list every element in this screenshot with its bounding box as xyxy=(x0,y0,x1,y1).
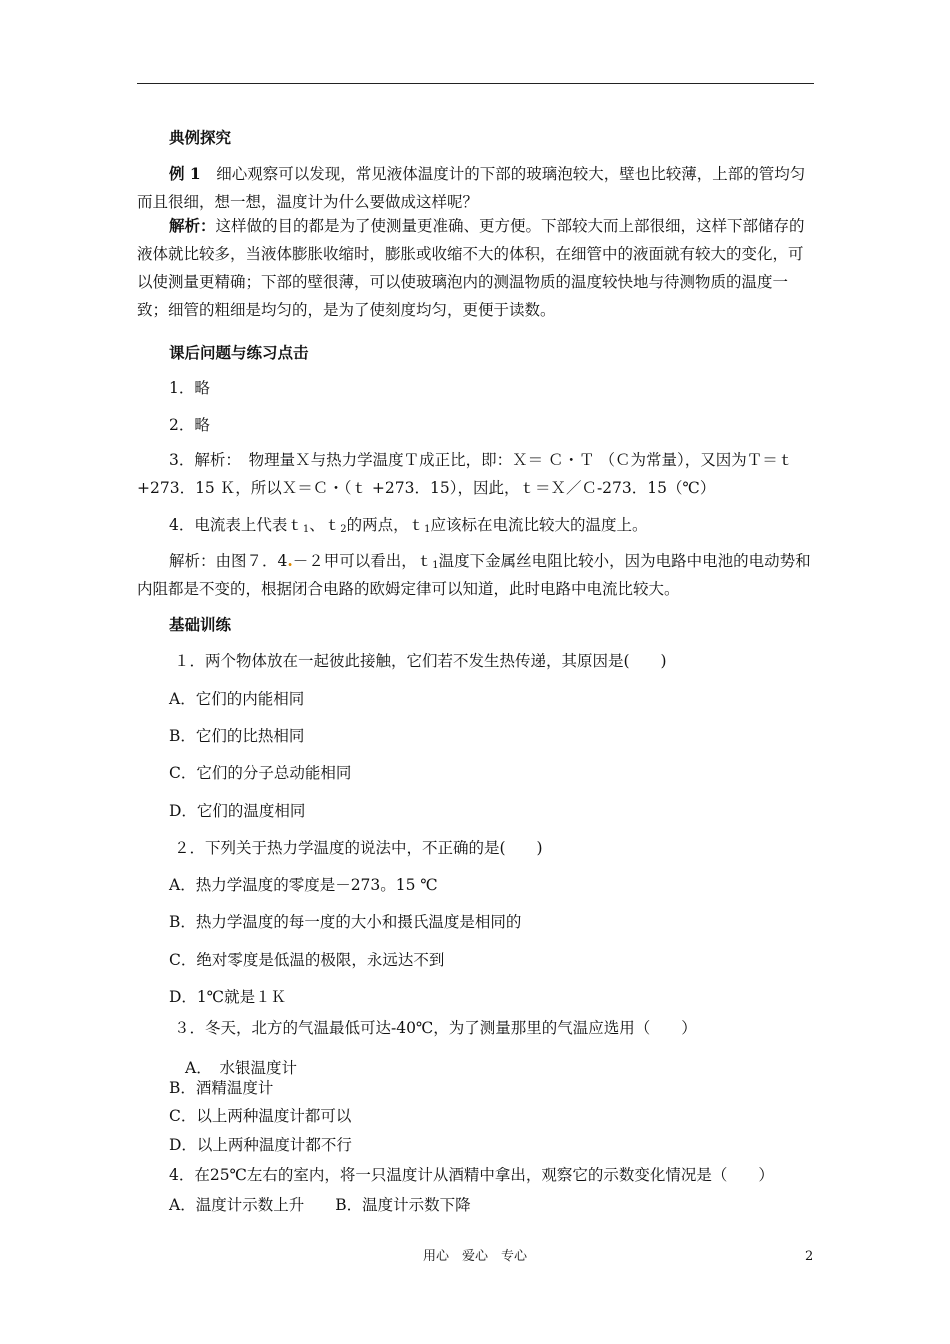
q4-text-d: 应该标在电流比较大的温度上。 xyxy=(430,516,648,534)
training-q1-option-a: A．它们的内能相同 xyxy=(169,690,305,708)
training-q2-option-c: C．绝对零度是低温的极限，永远达不到 xyxy=(169,951,445,969)
q4-text-b: 、ｔ xyxy=(309,516,341,534)
q4-text-a: 4．电流表上代表ｔ xyxy=(169,516,303,534)
training-q2-option-d: D．1℃就是１Ｋ xyxy=(169,988,287,1006)
q4-analysis-b: －２甲可以看出，ｔ xyxy=(292,552,433,570)
page-number: 2 xyxy=(805,1249,814,1264)
training-q3: ３．冬天，北方的气温最低可达-40℃，为了测量那里的气温应选用（ ） xyxy=(174,1019,697,1037)
header-rule xyxy=(137,83,814,84)
training-q1: １．两个物体放在一起彼此接触，它们若不发生热传递，其原因是( ) xyxy=(174,652,667,670)
training-q3-option-d: D．以上两种温度计都不行 xyxy=(169,1136,352,1154)
q4-subscript-2: 2 xyxy=(340,524,347,535)
example-text: 细心观察可以发现，常见液体温度计的下部的玻璃泡较大，壁也比较薄，上部的管均匀而且很细，想一想，温度计为什么要做成这样呢？ xyxy=(137,165,806,211)
q4-subscript-3: 1 xyxy=(424,524,431,535)
section-title-exercises: 课后问题与练习点击 xyxy=(169,343,309,362)
q4-analysis-subscript: 1 xyxy=(432,560,439,571)
training-q2-option-a: A．热力学温度的零度是－273。15 ℃ xyxy=(169,876,438,894)
q4-analysis-c: 温度下金属丝电阻比较小，因为电路中电池的电动势和内阻都是不变的，根据闭合电路的欧姆定律可以知道，此时电路中电流比较大。 xyxy=(137,552,811,598)
analysis-text: 这样做的目的都是为了使测量更准确、更方便。下部较大而上部很细，这样下部储存的液体就比较多，当液体膨胀收缩时，膨胀或收缩不大的体积，在细管中的液面就有较大的变化，可以使测量更精确；下部的壁很薄，可以使玻璃泡内的测温物质的温度较快地与待测物质的温度一致；细管的粗细是均匀的，是为了使刻度均匀，更便于读数。 xyxy=(137,217,805,319)
exercise-q4-analysis xyxy=(137,547,814,603)
training-q3-option-b: B．酒精温度计 xyxy=(169,1079,274,1097)
training-q2: ２．下列关于热力学温度的说法中，不正确的是( ) xyxy=(174,839,543,857)
training-q3-option-c: C．以上两种温度计都可以 xyxy=(169,1107,352,1125)
q4-analysis-a: 解析：由图７．4 xyxy=(169,552,288,570)
exercise-q2: 2．略 xyxy=(169,416,210,434)
training-q1-option-d: D．它们的温度相同 xyxy=(169,802,306,820)
training-q4-options: A．温度计示数上升 B．温度计示数下降 xyxy=(169,1196,471,1214)
q4-text-c: 的两点，ｔ xyxy=(346,516,425,534)
exercise-q4 xyxy=(137,511,814,539)
analysis-1 xyxy=(137,212,814,324)
exercise-q3: 3．解析： 物理量Ｘ与热力学温度Ｔ成正比，即：Ｘ＝ Ｃ・Ｔ （Ｃ为常量），又因为Ｔ＝ｔ+273．15 Ｋ，所以Ｘ＝Ｃ・（ｔ +273．15），因此，ｔ＝Ｘ／Ｃ-273．15（℃） xyxy=(137,451,794,497)
analysis-label: 解析： xyxy=(169,216,216,235)
q4-analysis-dot: . xyxy=(287,551,293,570)
example-1 xyxy=(137,160,814,216)
training-q1-option-c: C．它们的分子总动能相同 xyxy=(169,764,352,782)
page-footer: 用心 爱心 专心 xyxy=(422,1249,527,1264)
section-title-training: 基础训练 xyxy=(169,615,232,634)
example-label: 例 1 xyxy=(169,164,201,183)
training-q2-option-b: B．热力学温度的每一度的大小和摄氏温度是相同的 xyxy=(169,913,522,931)
training-q1-option-b: B．它们的比热相同 xyxy=(169,727,305,745)
training-q3-option-a: A． 水银温度计 xyxy=(185,1059,297,1077)
q4-subscript-1: 1 xyxy=(302,524,310,535)
section-title-examples: 典例探究 xyxy=(169,128,232,147)
training-q4: 4．在25℃左右的室内，将一只温度计从酒精中拿出，观察它的示数变化情况是（ ） xyxy=(169,1166,774,1184)
exercise-q1: 1．略 xyxy=(169,379,210,397)
